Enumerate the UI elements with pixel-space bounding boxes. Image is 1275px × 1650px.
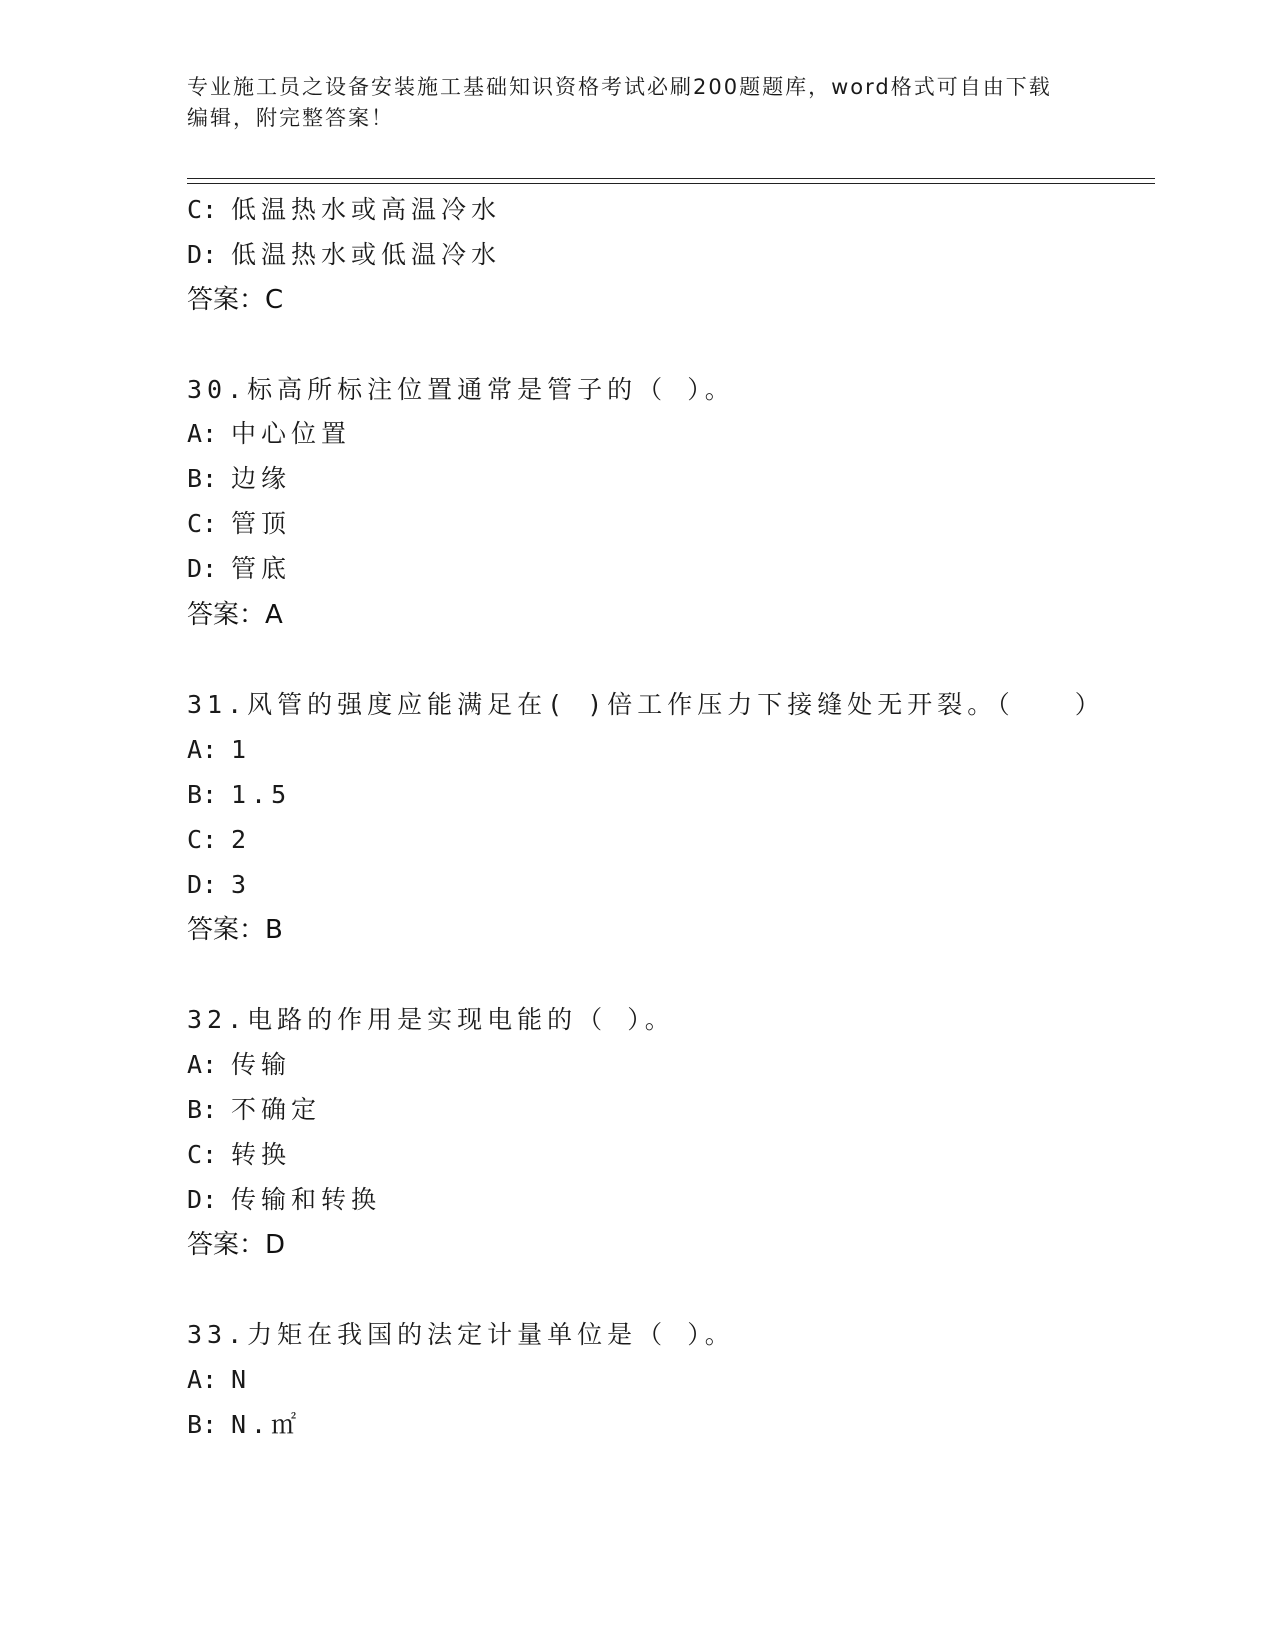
option-text: 管顶 — [231, 509, 292, 538]
option-text: 传输和转换 — [231, 1185, 382, 1214]
document-header: 专业施工员之设备安装施工基础知识资格考试必刷200题题库，word格式可自由下载编辑，附完整答案！ — [187, 75, 1052, 130]
option-line — [187, 240, 501, 270]
option-label: D: — [187, 870, 218, 899]
option-label: B: — [187, 1410, 218, 1439]
option-text: 不确定 — [231, 1095, 322, 1124]
option-label: A: — [187, 1365, 218, 1394]
option-line — [187, 554, 291, 584]
option-line — [187, 870, 251, 900]
answer-line: 答案：C — [187, 285, 284, 315]
option-label: A: — [187, 419, 218, 448]
option-label: A: — [187, 1050, 218, 1079]
question-stem: 33.力矩在我国的法定计量单位是（ ）。 — [187, 1320, 735, 1349]
option-line — [187, 780, 291, 810]
option-label: A: — [187, 735, 218, 764]
option-line — [187, 1410, 301, 1440]
option-label: B: — [187, 464, 218, 493]
option-line — [187, 825, 251, 855]
option-text: 边缘 — [231, 464, 292, 493]
option-text: 传输 — [231, 1050, 292, 1079]
option-text: 3 — [231, 870, 252, 899]
option-text: 2 — [231, 825, 252, 854]
option-text: N.㎡ — [231, 1410, 302, 1439]
question-stem: 31.风管的强度应能满足在( )倍工作压力下接缝处无开裂。（ ） — [187, 690, 1105, 719]
header-divider-bottom — [187, 183, 1155, 184]
option-text: 管底 — [231, 554, 292, 583]
option-label: D: — [187, 240, 218, 269]
option-text: 低温热水或高温冷水 — [231, 195, 502, 224]
option-label: B: — [187, 780, 218, 809]
option-label: B: — [187, 1095, 218, 1124]
option-text: N — [231, 1365, 252, 1394]
answer-line: 答案：B — [187, 915, 283, 945]
question-stem: 32.电路的作用是实现电能的（ ）。 — [187, 1005, 675, 1034]
option-line — [187, 1185, 381, 1215]
option-label: D: — [187, 554, 218, 583]
answer-line: 答案：A — [187, 600, 283, 630]
option-line — [187, 735, 251, 765]
option-line — [187, 1050, 291, 1080]
option-label: C: — [187, 195, 218, 224]
option-line — [187, 419, 351, 449]
option-label: D: — [187, 1185, 218, 1214]
option-text: 低温热水或低温冷水 — [231, 240, 502, 269]
option-line — [187, 1095, 321, 1125]
question-stem: 30.标高所标注位置通常是管子的（ ）。 — [187, 375, 735, 404]
answer-line: 答案：D — [187, 1230, 286, 1260]
option-text: 1.5 — [231, 780, 292, 809]
option-line — [187, 509, 291, 539]
option-line — [187, 464, 291, 494]
option-line — [187, 195, 501, 225]
option-text: 1 — [231, 735, 252, 764]
option-line — [187, 1140, 291, 1170]
option-text: 中心位置 — [231, 419, 352, 448]
header-divider-top — [187, 178, 1155, 179]
option-text: 转换 — [231, 1140, 292, 1169]
option-label: C: — [187, 509, 218, 538]
option-line — [187, 1365, 251, 1395]
option-label: C: — [187, 825, 218, 854]
option-label: C: — [187, 1140, 218, 1169]
